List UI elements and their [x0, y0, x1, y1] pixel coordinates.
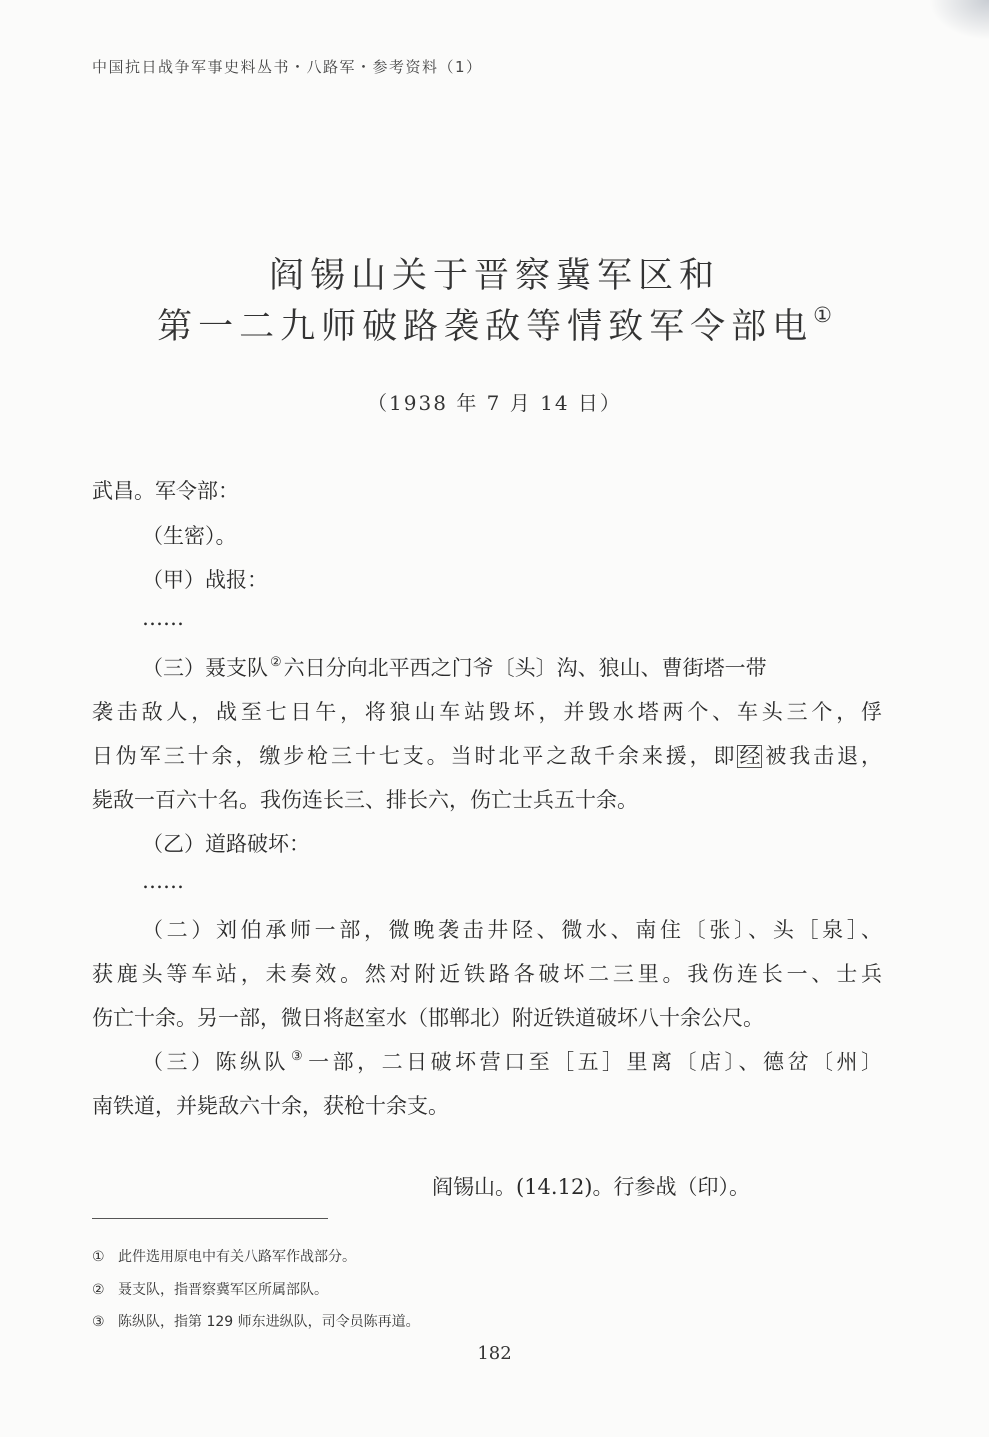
paragraph-2-line-1: （二）刘伯承师一部，微晚袭击井陉、微水、南住〔张〕、头［泉］、 — [142, 918, 882, 942]
footnote-marker-3: ③ — [290, 1049, 307, 1064]
paragraph-2-line-3: 伤亡十余。另一部，微日将赵室水（邯郸北）附近铁道破坏八十余公尺。 — [92, 1006, 764, 1030]
footnote-mark: ② — [92, 1282, 105, 1298]
scan-corner-shadow — [929, 0, 989, 40]
section-b-heading: （乙）道路破坏： — [142, 832, 310, 856]
running-header: 中国抗日战争军事史料丛书・八路军・参考资料（1） — [92, 58, 483, 76]
addressee: 武昌。军令部： — [92, 479, 239, 503]
footnote-3: ③ 陈纵队，指第 129 师东进纵队，司令员陈再道。 — [92, 1314, 420, 1330]
paragraph-1-line-4: 毙敌一百六十名。我伤连长三、排长六，伤亡士兵五十余。 — [92, 788, 638, 812]
document-title-line-1: 阎锡山关于晋察冀军区和 — [268, 256, 720, 296]
paragraph-1-line-3: 日伪军三十余，缴步枪三十七支。当时北平之敌千余来援，即经被我击退， — [92, 744, 882, 768]
footnote-mark: ③ — [92, 1314, 105, 1330]
footnote-divider — [92, 1218, 328, 1219]
footnote-1: ① 此件选用原电中有关八路军作战部分。 — [92, 1249, 356, 1265]
paragraph-3-line-1: （三）陈纵队 ③一部，二日破坏营口至［五］里离〔店〕、德岔〔州〕 — [142, 1049, 883, 1074]
paragraph-2-line-2: 获鹿头等车站，未奏效。然对附近铁路各破坏二三里。我伤连长一、士兵 — [92, 962, 882, 986]
ellipsis: …… — [142, 869, 184, 893]
paragraph-3-line-2: 南铁道，并毙敌六十余，获枪十余支。 — [92, 1094, 449, 1118]
boxed-character: 经 — [739, 744, 761, 768]
classification: （生密）。 — [142, 524, 237, 548]
footnote-mark: ① — [92, 1249, 105, 1265]
document-title-line-2: 第一二九师破路袭敌等情致军令部电① — [157, 303, 832, 347]
paragraph-1-line-1: （三）聂支队 ②六日分向北平西之门爷〔头〕沟、狼山、曹街塔一带 — [142, 655, 767, 680]
title-footnote-marker: ① — [813, 303, 832, 327]
paragraph-1-line-2: 袭击敌人，战至七日午，将狼山车站毁坏，并毁水塔两个、车头三个，俘 — [92, 700, 882, 724]
ellipsis: …… — [142, 606, 184, 630]
footnote-2: ② 聂支队，指晋察冀军区所属部队。 — [92, 1282, 328, 1298]
footnote-marker-2: ② — [270, 655, 282, 670]
page-number: 182 — [477, 1343, 512, 1364]
document-date: （1938 年 7 月 14 日） — [367, 391, 622, 415]
section-a-heading: （甲）战报： — [142, 568, 268, 592]
signature-line: 阎锡山。(14.12)。行参战（印）。 — [432, 1175, 751, 1199]
